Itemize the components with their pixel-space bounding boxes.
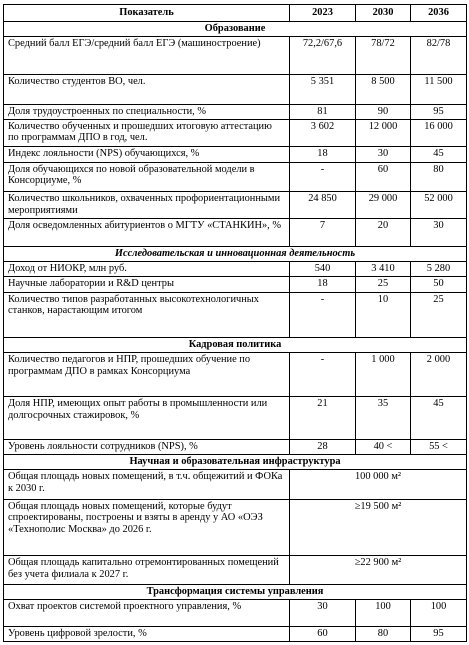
value-2036: 100 (411, 600, 467, 626)
value-2030: 8 500 (356, 75, 411, 104)
value-2036: 16 000 (411, 119, 467, 146)
value-2030: 12 000 (356, 119, 411, 146)
value-2023: 7 (290, 219, 356, 246)
value-2036: 11 500 (411, 75, 467, 104)
indicator-label: Общая площадь новых помещений, которые будут спроектированы, построены и взяты в аренду у АО «ОЭЗ «Технополис Москва» до 2026 г. (4, 499, 290, 556)
table-row (4, 147, 467, 162)
value-2030: 40 < (356, 439, 411, 454)
table-row (4, 219, 467, 246)
value-2030: 20 (356, 219, 411, 246)
value-2023: - (290, 292, 356, 337)
value-2030: 30 (356, 147, 411, 162)
indicator-label: Общая площадь капитально отремонтированных помещений без учета филиала к 2027 г. (4, 556, 290, 584)
value-2023: 30 (290, 600, 356, 626)
indicator-label: Средний балл ЕГЭ/средний балл ЕГЭ (машиностроение) (4, 37, 290, 75)
section-header-row (4, 454, 467, 469)
value-2023: 3 602 (290, 119, 356, 146)
value-2023: 540 (290, 262, 356, 277)
indicator-label: Доход от НИОКР, млн руб. (4, 262, 290, 277)
value-2023: 21 (290, 397, 356, 439)
value-2036: 45 (411, 147, 467, 162)
table-row (4, 600, 467, 626)
value-2023: 24 850 (290, 192, 356, 219)
value-2023: 72,2/67,6 (290, 37, 356, 75)
indicator-label: Уровень лояльности сотрудников (NPS), % (4, 439, 290, 454)
value-2030: 10 (356, 292, 411, 337)
table-row (4, 292, 467, 337)
value-2036: 50 (411, 277, 467, 292)
value-2036: 55 < (411, 439, 467, 454)
section-title: Трансформация системы управления (4, 584, 467, 599)
value-2036: 52 000 (411, 192, 467, 219)
value-2023: 18 (290, 147, 356, 162)
value-2023: 5 351 (290, 75, 356, 104)
indicator-label: Количество педагогов и НПР, прошедших обучение по программам ДПО в рамках Консорциума (4, 353, 290, 397)
value-2030: 35 (356, 397, 411, 439)
value-2036: 95 (411, 104, 467, 119)
section-title: Научная и образовательная инфраструктура (4, 454, 467, 469)
table-row (4, 277, 467, 292)
merged-value-cell: ≥19 500 м² (290, 499, 467, 556)
table-row (4, 397, 467, 439)
value-2023: - (290, 162, 356, 191)
indicator-label: Количество студентов ВО, чел. (4, 75, 290, 104)
indicator-label: Доля НПР, имеющих опыт работы в промышленности или долгосрочных стажировок, % (4, 397, 290, 439)
merged-value-cell: 100 000 м² (290, 470, 467, 499)
indicators-table (3, 4, 467, 642)
header-row (4, 5, 467, 22)
value-2036: 45 (411, 397, 467, 439)
table-row (4, 192, 467, 219)
table-row (4, 626, 467, 641)
value-2030: 25 (356, 277, 411, 292)
value-2023: 60 (290, 626, 356, 641)
indicator-label: Научные лаборатории и R&D центры (4, 277, 290, 292)
header-2023: 2023 (290, 5, 356, 22)
header-indicator: Показатель (4, 5, 290, 22)
value-2036: 25 (411, 292, 467, 337)
value-2030: 80 (356, 626, 411, 641)
indicator-label: Индекс лояльности (NPS) обучающихся, % (4, 147, 290, 162)
header-2036: 2036 (411, 5, 467, 22)
indicator-label: Доля осведомленных абитуриентов о МГТУ «СТАНКИН», % (4, 219, 290, 246)
section-header-row (4, 337, 467, 352)
indicator-label: Охват проектов системой проектного управления, % (4, 600, 290, 626)
value-2023: - (290, 353, 356, 397)
table-row (4, 162, 467, 191)
indicator-label: Доля обучающихся по новой образовательной модели в Консорциуме, % (4, 162, 290, 191)
table-row (4, 262, 467, 277)
value-2030: 90 (356, 104, 411, 119)
value-2030: 3 410 (356, 262, 411, 277)
table-row (4, 75, 467, 104)
section-header-row (4, 22, 467, 37)
indicator-label: Доля трудоустроенных по специальности, % (4, 104, 290, 119)
value-2030: 60 (356, 162, 411, 191)
table-row (4, 353, 467, 397)
indicator-label: Количество типов разработанных высокотехнологичных станков, нарастающим итогом (4, 292, 290, 337)
header-2030: 2030 (356, 5, 411, 22)
table-row (4, 499, 467, 556)
value-2030: 78/72 (356, 37, 411, 75)
table-row (4, 439, 467, 454)
table-body (4, 22, 467, 642)
value-2036: 30 (411, 219, 467, 246)
section-title: Исследовательская и инновационная деятельность (4, 246, 467, 261)
merged-value-cell: ≥22 900 м² (290, 556, 467, 584)
value-2023: 28 (290, 439, 356, 454)
section-header-row (4, 584, 467, 599)
indicator-label: Количество школьников, охваченных профориентационными мероприятиями (4, 192, 290, 219)
value-2030: 29 000 (356, 192, 411, 219)
indicator-label: Количество обученных и прошедших итоговую аттестацию по программам ДПО в год, чел. (4, 119, 290, 146)
value-2036: 80 (411, 162, 467, 191)
value-2036: 5 280 (411, 262, 467, 277)
indicator-label: Общая площадь новых помещений, в т.ч. общежитий и ФОКа к 2030 г. (4, 470, 290, 499)
section-title: Кадровая политика (4, 337, 467, 352)
table-row (4, 470, 467, 499)
value-2023: 81 (290, 104, 356, 119)
value-2036: 82/78 (411, 37, 467, 75)
table-row (4, 556, 467, 584)
value-2030: 100 (356, 600, 411, 626)
table-row (4, 119, 467, 146)
table-row (4, 104, 467, 119)
value-2023: 18 (290, 277, 356, 292)
value-2030: 1 000 (356, 353, 411, 397)
section-title: Образование (4, 22, 467, 37)
section-header-row (4, 246, 467, 261)
value-2036: 95 (411, 626, 467, 641)
table-row (4, 37, 467, 75)
value-2036: 2 000 (411, 353, 467, 397)
indicator-label: Уровень цифровой зрелости, % (4, 626, 290, 641)
